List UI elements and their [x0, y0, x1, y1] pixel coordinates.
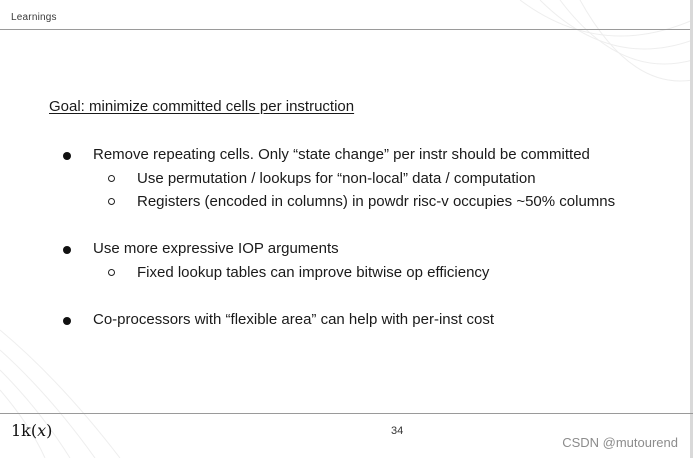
- bullet-dot-icon: [63, 152, 71, 160]
- sub-bullet-text: Registers (encoded in columns) in powdr risc-v occupies ~50% columns: [137, 193, 616, 210]
- sub-bullet-circle-icon: [108, 198, 115, 205]
- sub-bullet-text: Use permutation / lookups for “non-local” data / computation: [137, 170, 536, 187]
- logo-prefix: 1k(: [11, 421, 38, 440]
- goal-heading: Goal: minimize committed cells per instruction: [49, 98, 355, 115]
- sub-bullet-circle-icon: [108, 269, 115, 276]
- bullet-text: Use more expressive IOP arguments: [93, 240, 339, 257]
- section-label: Learnings: [11, 12, 57, 23]
- watermark: CSDN @mutourend: [562, 435, 678, 450]
- logo-suffix: ): [46, 421, 53, 440]
- sub-bullet-circle-icon: [108, 175, 115, 182]
- bullet-dot-icon: [63, 246, 71, 254]
- page-number: 34: [391, 425, 404, 437]
- sub-bullet-text: Fixed lookup tables can improve bitwise op efficiency: [137, 264, 490, 281]
- footer-divider: [0, 413, 693, 414]
- bullet-text: Co-processors with “flexible area” can help with per-inst cost: [93, 311, 494, 328]
- bullet-dot-icon: [63, 317, 71, 325]
- header-divider: [0, 29, 693, 30]
- bullet-text: Remove repeating cells. Only “state change” per instr should be committed: [93, 146, 590, 163]
- logo: [11, 421, 52, 440]
- logo-variable: x: [37, 421, 47, 440]
